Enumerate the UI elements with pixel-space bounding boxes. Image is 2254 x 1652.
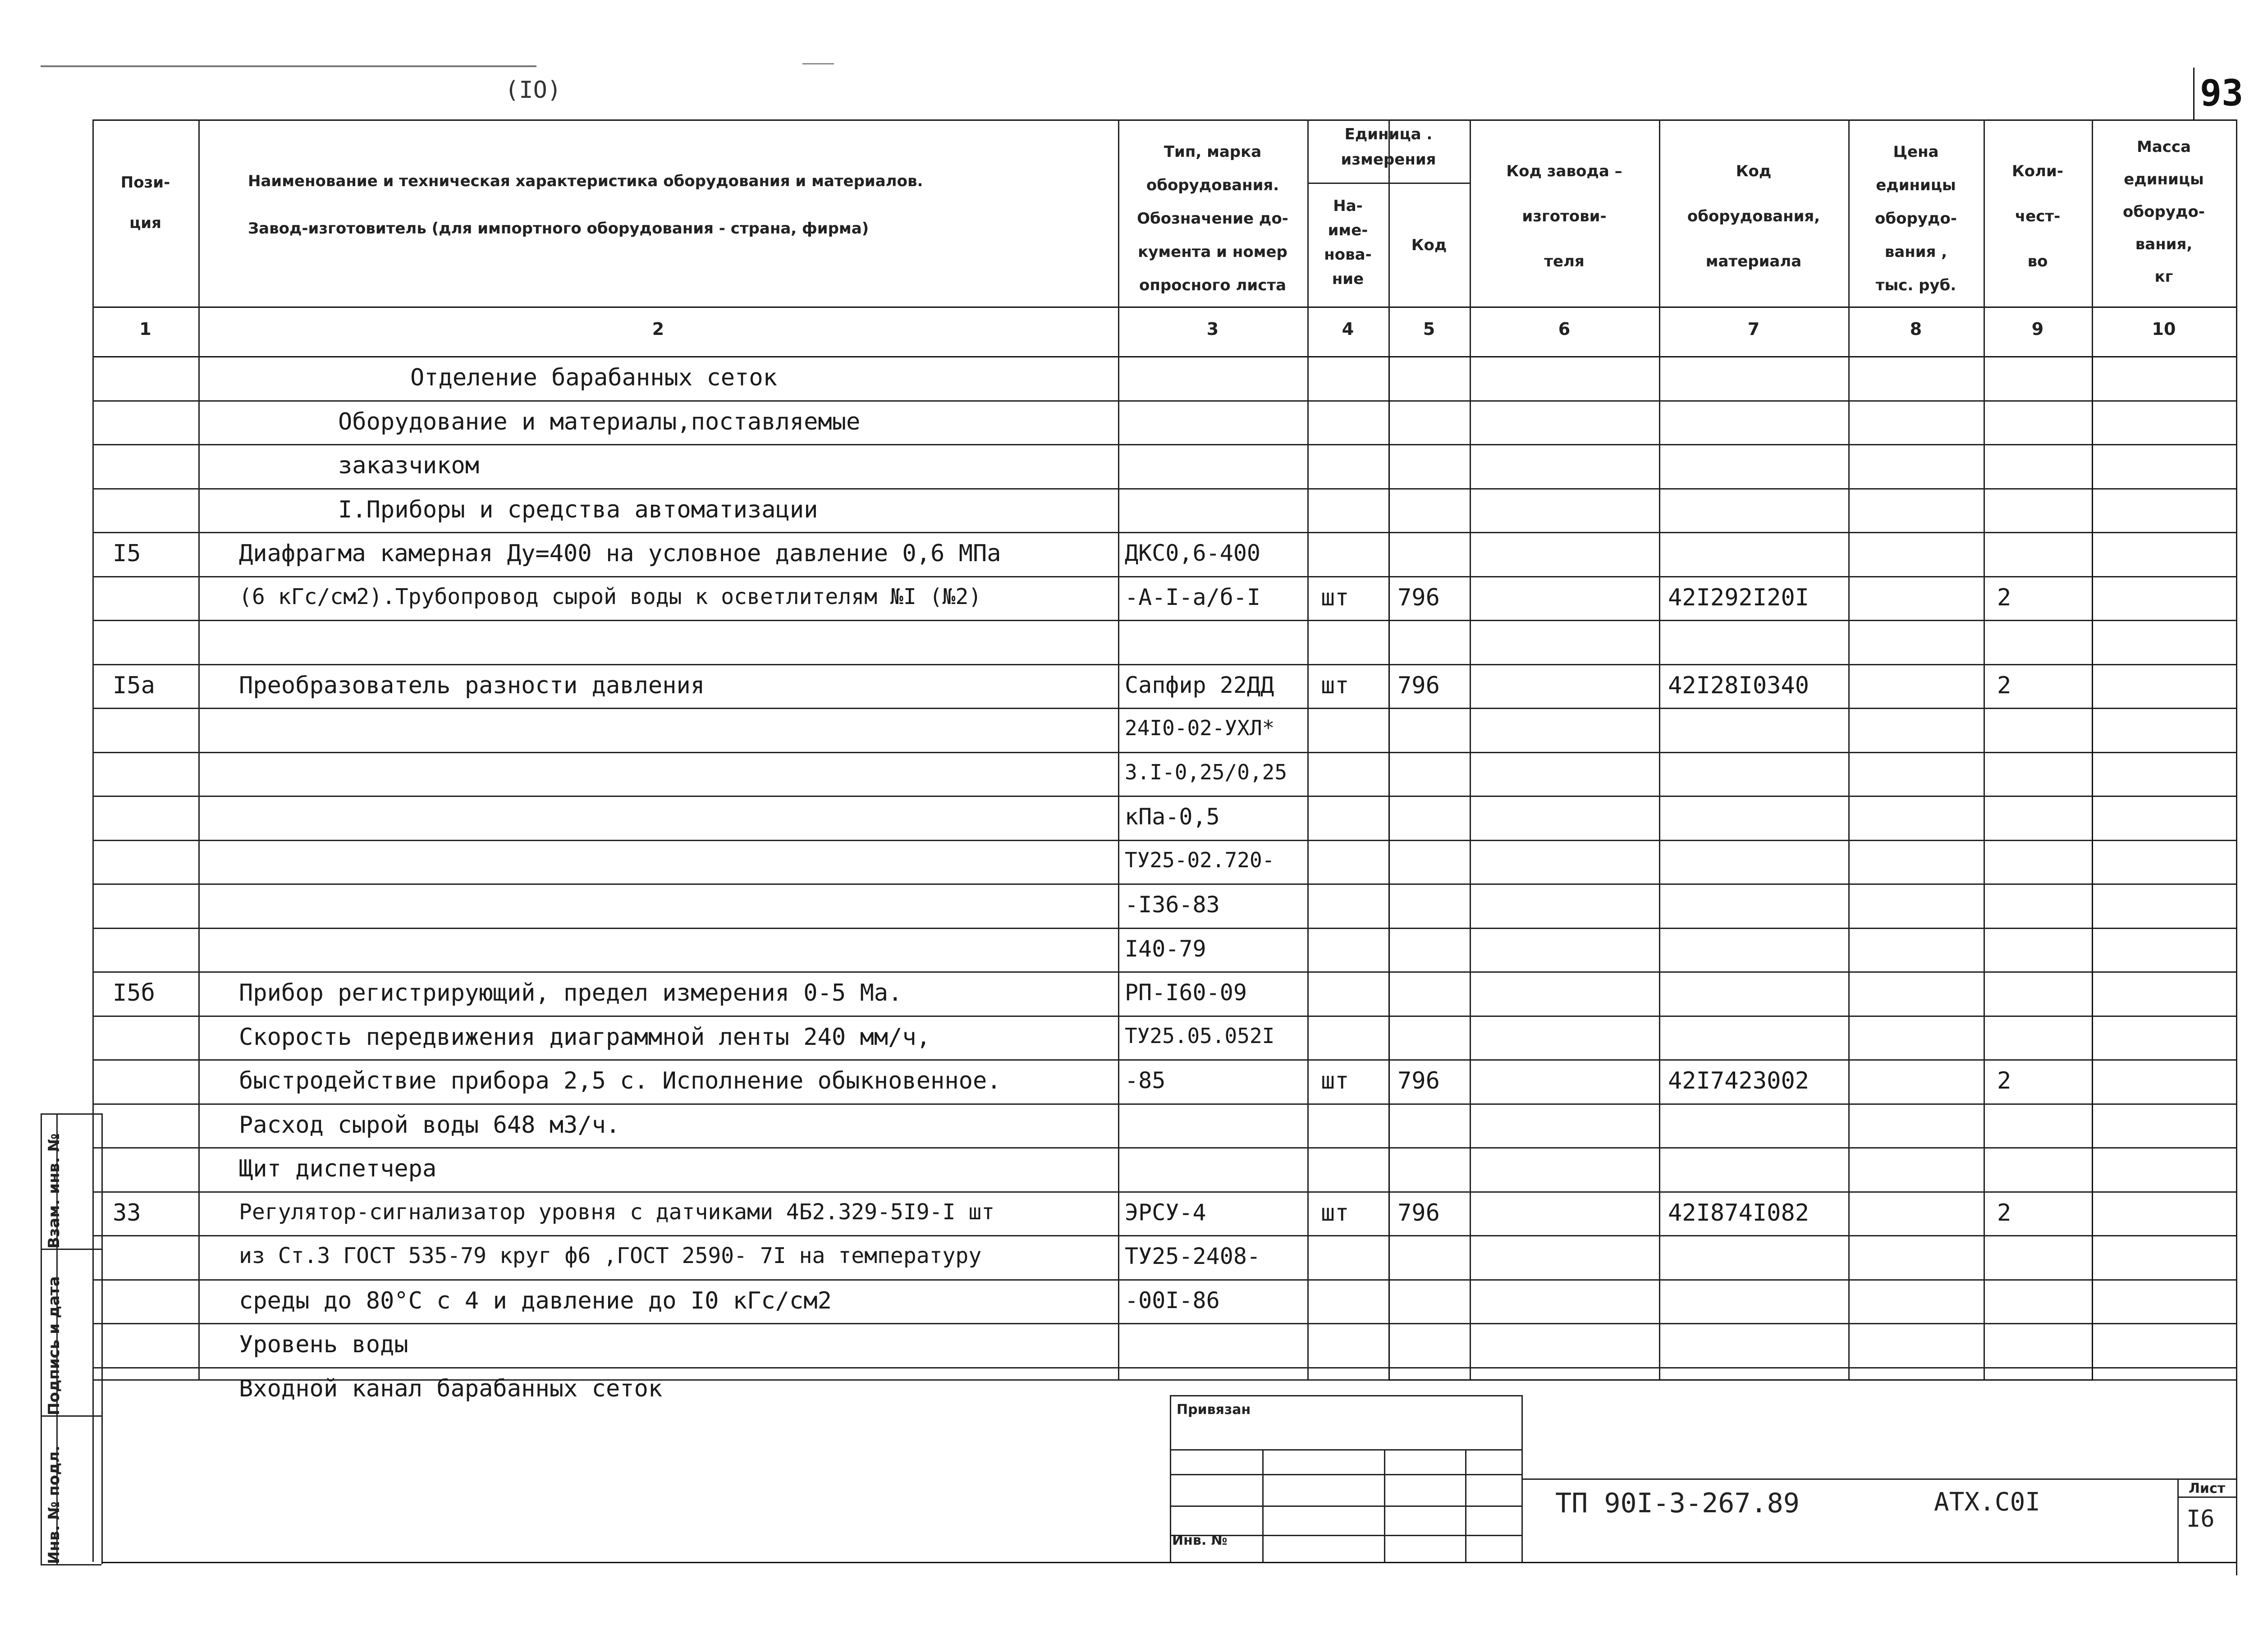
grid-hline bbox=[92, 620, 2236, 621]
cell-unit: шт bbox=[1321, 1199, 1349, 1226]
stamp-privyazan: Привязан bbox=[1177, 1402, 1251, 1418]
cell-type: ТУ25-02.720- bbox=[1125, 847, 1275, 872]
header-price: Цена единицы оборудо- вания , тыс. руб. bbox=[1875, 143, 1957, 294]
grid-hline bbox=[92, 488, 2236, 490]
cell-equipment-code: 42I874I082 bbox=[1668, 1199, 1810, 1226]
side-label-inv: Инв. № подл. bbox=[45, 1445, 63, 1564]
cell-quantity: 2 bbox=[1997, 584, 2011, 611]
cell-position: I5а bbox=[113, 672, 155, 699]
grid-hline bbox=[92, 971, 2236, 973]
cell-name: Прибор регистрирующий, предел измерения 0-5 Ма. bbox=[239, 979, 903, 1007]
grid-hline bbox=[92, 1016, 2236, 1017]
stamp-inv-no: Инв. № bbox=[1172, 1533, 1228, 1548]
grid-vline bbox=[2236, 119, 2237, 1575]
cell-name: Щит диспетчера bbox=[239, 1155, 437, 1182]
grid-hline bbox=[92, 928, 2236, 929]
side-label-podpis: Подпись и дата bbox=[45, 1276, 63, 1415]
grid-hline bbox=[1170, 1506, 1521, 1507]
grid-hline bbox=[92, 796, 2236, 797]
grid-hline bbox=[92, 840, 2236, 841]
cell-name: Диафрагма камерная Ду=400 на условное давление 0,6 МПа bbox=[239, 540, 1001, 567]
cell-position: I5 bbox=[113, 540, 141, 567]
grid-hline bbox=[92, 444, 2236, 445]
grid-hline bbox=[92, 664, 2236, 665]
cell-type: ТУ25.05.052I bbox=[1125, 1023, 1275, 1048]
sheet-mark: (IO) bbox=[505, 77, 562, 104]
cell-type: Сапфир 22ДД bbox=[1125, 672, 1274, 698]
side-label-vzam: Взам. инв. № bbox=[45, 1133, 63, 1249]
grid-hline bbox=[92, 307, 2236, 308]
header-name: Наименование и техническая характеристика оборудования и материалов. Завод-изготовитель (для импортного оборудования - страна, фирма) bbox=[248, 172, 923, 238]
grid-hline bbox=[92, 119, 2236, 121]
grid-hline bbox=[1388, 1379, 2093, 1381]
page-number-divider bbox=[2193, 68, 2194, 119]
header-quantity: Коли- чест- во bbox=[2012, 162, 2063, 270]
grid-hline bbox=[92, 1059, 2236, 1061]
cell-name: I.Приборы и средства автоматизации bbox=[338, 496, 818, 523]
grid-vline bbox=[101, 1113, 103, 1564]
grid-hline bbox=[92, 1279, 2236, 1281]
grid-hline bbox=[41, 1249, 101, 1250]
cell-name: Отделение барабанных сеток bbox=[410, 364, 777, 391]
cell-unit: шт bbox=[1321, 672, 1349, 699]
column-number: 3 bbox=[1206, 319, 1219, 339]
cell-quantity: 2 bbox=[1997, 672, 2011, 699]
cell-equipment-code: 42I28I0340 bbox=[1668, 672, 1810, 699]
grid-vline bbox=[41, 1113, 42, 1564]
header-position: Пози- ция bbox=[120, 174, 170, 232]
header-unit-name: На- име- нова- ние bbox=[1324, 197, 1372, 288]
cell-quantity: 2 bbox=[1997, 1199, 2011, 1226]
cell-type: РП-I60-09 bbox=[1125, 979, 1247, 1006]
stamp-doc-mark: АТХ.С0I bbox=[1934, 1487, 2041, 1517]
cell-type: ЭРСУ-4 bbox=[1125, 1199, 1206, 1226]
column-number: 8 bbox=[1910, 319, 1922, 339]
cell-name: среды до 80°С с 4 и давление до I0 кГс/см2 bbox=[239, 1287, 832, 1314]
cell-name: Уровень воды bbox=[239, 1331, 408, 1358]
cell-type: -00I-86 bbox=[1125, 1287, 1220, 1313]
page-number: 93 bbox=[2200, 72, 2244, 114]
header-type: Тип, марка оборудования. Обозначение до- кумента и номер опросного листа bbox=[1137, 143, 1288, 294]
column-number: 4 bbox=[1342, 319, 1354, 339]
header-unit-code: Код bbox=[1411, 236, 1447, 254]
cell-name: (6 кГс/см2).Трубопровод сырой воды к осветлителям №I (№2) bbox=[239, 584, 982, 609]
cell-name: Скорость передвижения диаграммной ленты 240 мм/ч, bbox=[239, 1023, 931, 1051]
cell-name: Преобразователь разности давления bbox=[239, 672, 705, 699]
cell-unit-code: 796 bbox=[1397, 672, 1440, 699]
cell-position: 33 bbox=[113, 1199, 141, 1226]
cell-name: быстродействие прибора 2,5 с. Исполнение обыкновенное. bbox=[239, 1067, 1001, 1094]
cell-name: Входной канал барабанных сеток bbox=[239, 1375, 663, 1402]
cell-type: 3.I-0,25/0,25 bbox=[1125, 760, 1287, 784]
header-mass: Масса единицы оборудо- вания, кг bbox=[2123, 138, 2205, 286]
grid-vline bbox=[1307, 119, 1309, 1379]
grid-vline bbox=[1388, 356, 1390, 1379]
cell-name: Регулятор-сигнализатор уровня с датчиками 4Б2.329-5I9-I шт bbox=[239, 1199, 995, 1225]
grid-vline bbox=[2092, 356, 2093, 1379]
column-number: 9 bbox=[2031, 319, 2044, 339]
cell-type: ТУ25-2408- bbox=[1125, 1243, 1261, 1269]
grid-vline bbox=[1170, 1395, 1171, 1562]
column-number: 5 bbox=[1423, 319, 1435, 339]
column-number: 1 bbox=[139, 319, 151, 339]
header-equipment-code: Код оборудования, материала bbox=[1687, 162, 1820, 270]
grid-hline bbox=[92, 1147, 2236, 1149]
grid-hline bbox=[2177, 1496, 2236, 1498]
cell-unit: шт bbox=[1321, 584, 1349, 611]
grid-hline bbox=[92, 576, 2236, 577]
grid-vline bbox=[1470, 119, 1471, 1379]
cell-type: -А-I-а/б-I bbox=[1125, 584, 1261, 610]
column-number: 2 bbox=[652, 319, 664, 339]
cell-equipment-code: 42I7423002 bbox=[1668, 1067, 1810, 1094]
cell-name: из Ст.3 ГОСТ 535-79 круг ф6 ,ГОСТ 2590- 7I на температуру bbox=[239, 1243, 982, 1268]
cell-unit: шт bbox=[1321, 1067, 1349, 1094]
grid-hline bbox=[92, 752, 2236, 753]
cell-name: Расход сырой воды 648 м3/ч. bbox=[239, 1111, 620, 1139]
grid-hline bbox=[92, 356, 2236, 357]
grid-hline bbox=[92, 1191, 2236, 1193]
grid-hline bbox=[1170, 1449, 1521, 1451]
grid-hline bbox=[41, 1564, 101, 1565]
grid-hline bbox=[92, 400, 2236, 402]
cell-position: I5б bbox=[113, 979, 155, 1007]
grid-vline bbox=[1262, 1449, 1264, 1562]
cell-unit-code: 796 bbox=[1397, 584, 1440, 611]
cell-type: -I36-83 bbox=[1125, 892, 1220, 918]
cell-name: заказчиком bbox=[338, 452, 480, 479]
grid-vline bbox=[1384, 1449, 1385, 1562]
cell-type: I40-79 bbox=[1125, 935, 1206, 962]
top-rule-short bbox=[802, 63, 834, 64]
column-number: 10 bbox=[2152, 319, 2176, 339]
grid-vline bbox=[1659, 119, 1660, 1379]
column-number: 7 bbox=[1747, 319, 1760, 339]
cell-name: Оборудование и материалы,поставляемые bbox=[338, 408, 861, 435]
grid-vline bbox=[198, 119, 200, 1379]
cell-type: кПа-0,5 bbox=[1125, 804, 1220, 830]
grid-hline bbox=[41, 1415, 101, 1417]
grid-hline bbox=[92, 1323, 2236, 1324]
grid-hline bbox=[92, 1103, 2236, 1105]
grid-hline bbox=[92, 1367, 2236, 1368]
cell-type: 24I0-02-УХЛ* bbox=[1125, 716, 1275, 740]
cell-equipment-code: 42I292I20I bbox=[1668, 584, 1810, 611]
top-rule bbox=[41, 65, 536, 67]
grid-hline bbox=[101, 1562, 2236, 1563]
cell-unit-code: 796 bbox=[1397, 1067, 1440, 1094]
grid-hline bbox=[92, 532, 2236, 533]
grid-hline bbox=[1170, 1395, 1521, 1396]
header-maker-code: Код завода – изготови- теля bbox=[1506, 162, 1622, 270]
header-unit-group: Единица . измерения bbox=[1341, 125, 1436, 169]
cell-type: -85 bbox=[1125, 1067, 1166, 1094]
grid-vline bbox=[2177, 1478, 2179, 1562]
grid-hline bbox=[92, 883, 2236, 885]
grid-vline bbox=[1465, 1449, 1466, 1562]
column-number: 6 bbox=[1558, 319, 1571, 339]
grid-hline bbox=[41, 1113, 101, 1115]
grid-vline bbox=[1118, 119, 1119, 1379]
stamp-sheet-label: Лист bbox=[2189, 1481, 2226, 1496]
grid-hline bbox=[1170, 1474, 1521, 1475]
grid-hline bbox=[1521, 1478, 2236, 1480]
grid-hline bbox=[92, 708, 2236, 709]
cell-unit-code: 796 bbox=[1397, 1199, 1440, 1226]
grid-vline bbox=[1848, 119, 1850, 1379]
cell-type: ДКС0,6-400 bbox=[1125, 540, 1261, 566]
stamp-doc-code: ТП 90I-3-267.89 bbox=[1555, 1487, 1800, 1519]
cell-quantity: 2 bbox=[1997, 1067, 2011, 1094]
stamp-sheet-number: I6 bbox=[2186, 1506, 2215, 1533]
grid-hline bbox=[92, 1235, 2236, 1236]
grid-vline bbox=[1984, 119, 1985, 1379]
